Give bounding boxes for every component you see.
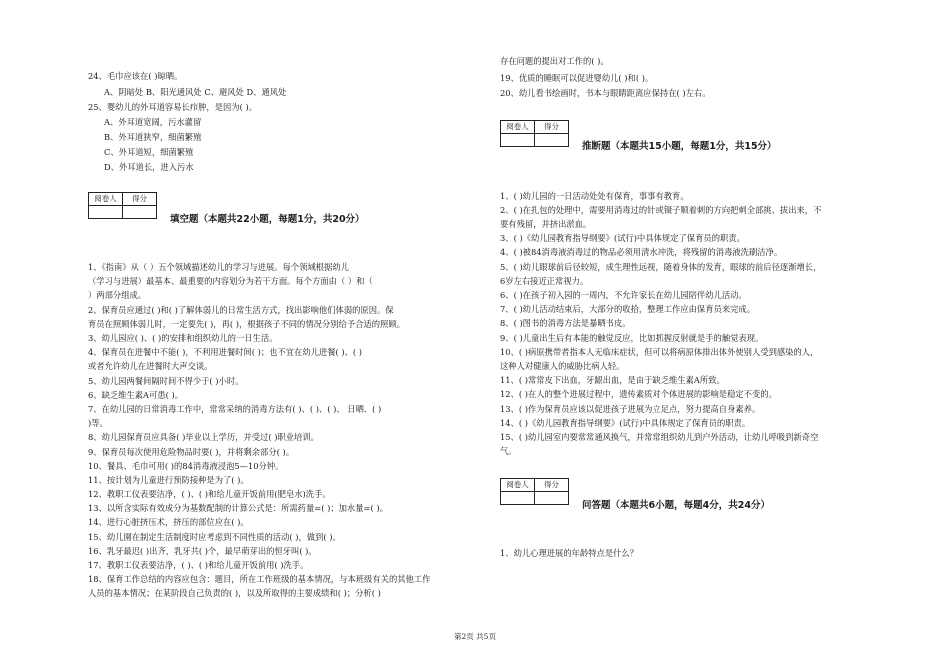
question-line: 10、( )病原携带者指本人无临床症状，但可以将病原体排出体外使别人受到感染的人， — [500, 347, 819, 357]
question-line: 6岁左右接近正常视力。 — [500, 276, 589, 286]
question-line: 10、餐具、毛巾可用( )的84消毒液浸泡5—10分钟。 — [88, 461, 284, 471]
question-line: 存在问题的提出对工作的( )。 — [500, 56, 609, 66]
question-line: 育员在照顾体弱儿时，一定要先( )，再( )，根据孩子不同的情况分别给予合适的照顾。 — [88, 319, 405, 329]
question-line: 19、优质的睡眠可以促进婴幼儿( )和( )。 — [500, 73, 654, 83]
reviewer-label: 阅卷人 — [501, 479, 535, 492]
question-line: 9、( )儿童出生后有本能的触觉反应，比如抓握反射就是手的触觉表现。 — [500, 333, 764, 343]
question-line: 13、以所含实际有效成分为基数配制的计算公式是：所需药量=( )；加水量=( )。 — [88, 503, 388, 513]
question-line: 人员的基本情况；在某阶段自己负责的( )，以及所取得的主要成绩和( )；分析( ) — [88, 588, 381, 598]
question-line: 1、幼儿心理进展的年龄特点是什么？ — [500, 548, 639, 558]
question-line: 4、保育员在进餐中不能( )，不利用进餐时间( )；也不宜在幼儿进餐( )、( ) — [88, 347, 363, 357]
fill-section-title: 填空题（本题共22小题，每题1分，共20分） — [170, 214, 365, 225]
option-line: A、阴暗处 B、阳光通风处 C、避风处 D、通风处 — [104, 87, 287, 97]
question-line: 1、( )幼儿园的一日活动处处有保育，事事有教育。 — [500, 191, 689, 201]
question-line: 7、在幼儿园的日常消毒工作中，常常采纳的消毒方法有( )、( )、( )、 日晒、( ) — [88, 404, 382, 414]
question-line: 5、幼儿园两餐间隔时间不得少于( )小时。 — [88, 376, 244, 386]
score-cell — [535, 492, 569, 505]
question-line: 2、( )在扎包的处理中，需要用消毒过的针或镊子顺着刺的方向把刺全部挑、拔出来，不 — [500, 205, 822, 215]
question-line: 25、婴幼儿的外耳道容易长疖肿，是因为( )。 — [88, 102, 258, 112]
score-cell — [123, 206, 157, 219]
judge-section-title: 推断题（本题共15小题，每题1分，共15分） — [582, 141, 777, 152]
score-box — [88, 192, 157, 219]
option-line: A、外耳道宽阔，污水灌留 — [104, 117, 202, 127]
option-line: D、外耳道长，进入污水 — [104, 162, 194, 172]
question-line: 16、乳牙最迟( )出齐，乳牙共( )个，最早萌芽出的恒牙叫( )。 — [88, 546, 317, 556]
question-line: 24、毛巾应该在( )晾晒。 — [88, 71, 183, 81]
question-line: 2、保育员应通过( )和( )了解体弱儿的日常生活方式，找出影响他们体弱的原因。保 — [88, 305, 394, 315]
option-line: C、外耳道短，细菌繁殖 — [104, 147, 194, 157]
reviewer-cell — [501, 134, 535, 147]
reviewer-label: 阅卷人 — [501, 121, 535, 134]
question-line: 8、( )图书的消毒方法是暴晒书皮。 — [500, 318, 631, 328]
question-line: 9、保育员每次使用危险物品时要( )，并将剩余部分( )。 — [88, 447, 295, 457]
question-line: 14、进行心脏挤压术，挤压的部位应在( )。 — [88, 517, 249, 527]
question-line: 气。 — [500, 446, 517, 456]
qa-section-title: 问答题（本题共6小题，每题4分，共24分） — [582, 500, 770, 511]
question-line: 3、幼儿园应( )、( )的安排和组织幼儿的一日生活。 — [88, 333, 278, 343]
question-line: )等。 — [88, 418, 108, 428]
score-label: 得分 — [535, 479, 569, 492]
question-line: ）两部分组成。 — [88, 290, 147, 300]
question-line: 3、( )《幼儿园教育指导纲要》(试行)中具体规定了保育员的职责。 — [500, 233, 745, 243]
score-box — [500, 120, 569, 147]
question-line: 8、幼儿园保育员应具备( )毕业以上学历，并受过( )职业培训。 — [88, 432, 319, 442]
question-line: 15、幼儿園在制定生活制度时应考虑到不同性质的活动( )，做到( )。 — [88, 532, 341, 542]
question-line: （学习与进展）最基本、最重要的内容划分为若干方面。每个方面由（ ）和（ — [88, 276, 373, 286]
score-box — [500, 478, 569, 505]
question-line: 20、幼儿看书绘画时，书本与眼睛距离应保持在( )左右。 — [500, 88, 711, 98]
question-line: 18、保育工作总结的内容应包含：题目，所在工作班级的基本情况，与本班级有关的其他工作 — [88, 574, 431, 584]
question-line: 1、《指南》从（ ）五个领域描述幼儿的学习与进展。每个领域根据幼儿 — [88, 262, 349, 272]
question-line: 这种人对健康人的威胁比病人轻。 — [500, 361, 625, 371]
page-footer: 第2页 共5页 — [454, 632, 496, 641]
question-line: 12、教职工仪表要洁净，( )、( )和给儿童开饭前用(肥皂水)洗手。 — [88, 489, 331, 499]
question-line: 11、( )常常皮下出血，牙龈出血，是由于缺乏维生素A所致。 — [500, 375, 725, 385]
score-cell — [535, 134, 569, 147]
question-line: 或者允许幼儿在进餐时大声交谈。 — [88, 361, 213, 371]
score-label: 得分 — [535, 121, 569, 134]
reviewer-cell — [501, 492, 535, 505]
option-line: B、外耳道狭窄，细菌繁殖 — [104, 132, 202, 142]
question-line: 4、( )被84消毒液消毒过的物品必须用清水冲洗，将残留的消毒液洗刷洁净。 — [500, 247, 783, 257]
question-line: 11、按计划为儿童进行预防接种是为了( )。 — [88, 475, 249, 485]
question-line: 6、( )在孩子初入园的一周内，不允许家长在幼儿园陪伴幼儿活动。 — [500, 290, 747, 300]
question-line: 17、教职工仪表要洁净，( )、( )和给儿童开饭前用( )洗手。 — [88, 560, 309, 570]
question-line: 14、( )《幼儿园教育指导纲要》(试行)中具体规定了保育员的职责。 — [500, 418, 751, 428]
question-line: 15、( )幼儿园室内要常常通风换气，并常常组织幼儿到户外活动，让幼儿呼吸到新奇空 — [500, 432, 819, 442]
question-line: 6、缺乏维生素A可患( )。 — [88, 390, 184, 400]
question-line: 7、( )幼儿活动结束后，大部分的收拾，整理工作应由保育员来完成。 — [500, 304, 756, 314]
reviewer-cell — [89, 206, 123, 219]
question-line: 5、( )幼儿眼球前后径较短，成生理性远视，随着身体的发育，眼球的前后径逐渐增长， — [500, 262, 822, 272]
question-line: 12、( )在人的整个进展过程中，遗传素质对个体进展的影响是稳定不变的。 — [500, 389, 777, 399]
question-line: 13、( )作为保育员应该以促进孩子进展为立足点，努力提高自身素养。 — [500, 404, 761, 414]
question-line: 要有残留，并挤出淤血。 — [500, 219, 592, 229]
score-label: 得分 — [123, 193, 157, 206]
reviewer-label: 阅卷人 — [89, 193, 123, 206]
